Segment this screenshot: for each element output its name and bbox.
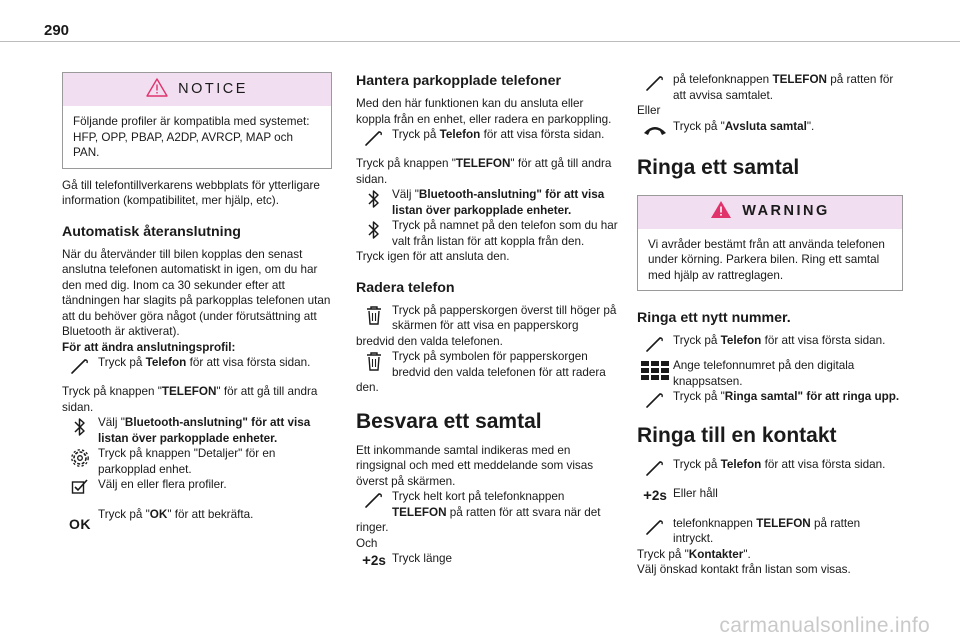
step-row: Välj en eller flera profiler.: [62, 477, 332, 495]
touch-icon: [637, 516, 673, 536]
heading-call-contact: Ringa till en kontakt: [637, 424, 837, 447]
step-row: Tryck på symbolen för papperskorgen bredvid den valda telefonen för att radera: [356, 349, 618, 380]
heading-make-call: Ringa ett samtal: [637, 155, 800, 179]
step-row: Tryck på "Avsluta samtal".: [637, 119, 903, 137]
page-number: 290: [44, 22, 70, 39]
step-row: Välj "Bluetooth-anslutning" för att visa listan över parkopplade enheter.: [62, 415, 332, 446]
warning-body: Vi avråder bestämt från att använda telefonen under körning. Parkera bilen. Ring ett samtal med hjälp av rattreglagen.: [648, 237, 885, 282]
step-row: Tryck på namnet på den telefon som du har valt från listan för att koppla från den.: [356, 218, 618, 249]
warning-triangle-icon: [710, 200, 732, 224]
watermark: carmanualsonline.info: [719, 614, 930, 637]
heading-manage-paired: Hantera parkopplade telefoner: [356, 73, 561, 89]
warning-triangle-icon: [146, 78, 168, 102]
heading-answer-call: Besvara ett samtal: [356, 409, 542, 433]
long-press-icon: + 2s: [362, 552, 386, 569]
touch-icon: [356, 127, 392, 147]
checkbox-edit-icon: [62, 477, 98, 495]
warning-title: WARNING: [742, 203, 830, 220]
warning-box: [637, 195, 903, 292]
step-row: Tryck på Telefon för att visa första sidan.: [637, 457, 903, 477]
bluetooth-icon: [356, 187, 392, 209]
trash-icon: [356, 349, 392, 371]
step-row: Tryck på knappen "Detaljer" för en parkopplad enhet.: [62, 446, 332, 477]
heading-new-number: Ringa ett nytt nummer.: [637, 310, 791, 326]
step-row: Tryck på Telefon för att visa första sidan.: [356, 127, 618, 147]
ok-button-label: OK: [69, 516, 91, 532]
header-divider: [0, 41, 960, 42]
notice-header: [63, 73, 331, 106]
notice-title: NOTICE: [178, 80, 248, 97]
manage-body: Med den här funktionen kan du ansluta eller koppla från en enhet, eller radera en parkoppling.: [356, 97, 612, 126]
step-row: Tryck på "Ringa samtal" för att ringa upp.: [637, 389, 903, 409]
step-row: + 2s Tryck länge: [356, 551, 618, 569]
keypad-icon: [637, 358, 673, 382]
step-row: telefonknappen TELEFON på ratten intryckt.: [637, 516, 903, 547]
touch-icon: [62, 355, 98, 375]
step-row: + 2s Eller håll: [637, 486, 903, 504]
heading-auto-reconnect: Automatisk återanslutning: [62, 223, 241, 240]
step-row: Tryck på Telefon för att visa första sidan.: [62, 355, 332, 375]
step-row: på telefonknappen TELEFON på ratten för att avvisa samtalet.: [637, 72, 903, 103]
notice-box: [62, 72, 332, 169]
trash-icon: [356, 303, 392, 325]
profile-change-label: För att ändra anslutningsprofil:: [62, 340, 236, 354]
step-row: Tryck helt kort på telefonknappen TELEFON på ratten för att svara när det: [356, 489, 618, 520]
touch-icon: [637, 72, 673, 92]
touch-icon: [356, 489, 392, 509]
step-row: Ange telefonnumret på den digitala knappsatsen.: [637, 358, 903, 389]
notice-body: Följande profiler är kompatibla med systemet: HFP, OPP, PBAP, A2DP, AVRCP, MAP och PAN.: [73, 115, 310, 159]
gear-icon: [62, 446, 98, 468]
step-row: OK Tryck på "OK" för att bekräfta.: [62, 507, 332, 533]
column-3: på telefonknappen TELEFON på ratten för att avvisa samtalet. Eller Tryck på "Avsluta samtal". Ringa ett samtal WARNING Vi avråder bestämt från att använda telefonen under körning. Parkera bilen. Ring ett samtal med hjälp av rattreglagen. Ringa ett nytt nummer. Tryck på Telefon för att visa första sidan. Ange telefonnumret på den digitala knappsatsen. Tryck på "Ringa samtal" för att ringa upp. Ringa till en kontakt Tryck på Telefon för att visa första sidan. + 2s Eller håll telefonknappen TELEFON på ratten intryckt. Tryck på "Kontakter". Välj önskad kontakt från listan som visas.: [637, 72, 903, 578]
intro-text: Gå till telefontillverkarens webbplats för ytterligare information (kompatibilitet, mer hjälp, etc).: [62, 178, 320, 207]
bluetooth-icon: [356, 218, 392, 240]
step-row: Tryck på Telefon för att visa första sidan.: [637, 333, 903, 353]
step-row: Välj "Bluetooth-anslutning" för att visa listan över parkopplade enheter.: [356, 187, 618, 218]
hang-up-icon: [637, 119, 673, 137]
column-1: [62, 72, 332, 533]
touch-icon: [637, 457, 673, 477]
touch-icon: [637, 389, 673, 409]
auto-reconnect-body: När du återvänder till bilen kopplas den senast anslutna telefonen automatiskt in igen, om du har den med dig. Inom ca 30 sekunder efter att tändningen har slagits på parkopplas telefonen utan att du behöver göra något (under förutsättning att Bluetooth är aktiverat).: [62, 247, 331, 338]
step-text: Tryck på knappen "TELEFON" för att gå till andra sidan.: [62, 385, 318, 414]
heading-delete-phone: Radera telefon: [356, 279, 455, 296]
touch-icon: [637, 333, 673, 353]
bluetooth-icon: [62, 415, 98, 437]
warning-header: [638, 196, 902, 229]
step-row: Tryck på papperskorgen överst till höger på skärmen för att visa en papperskorg: [356, 303, 618, 334]
column-2: Hantera parkopplade telefoner Med den här funktionen kan du ansluta eller koppla från en enhet, eller radera en parkoppling. Tryck på Telefon för att visa första sidan. Tryck på knappen "TELEFON" för att gå till andra sidan. Välj "Bluetooth-anslutning" för att visa listan över parkopplade enheter. Tryck på namnet på den telefon som du har valt från listan för att koppla från den. Tryck igen för att ansluta den. Radera telefon Tryck på papperskorgen överst till höger på skärmen för att visa en papperskorg bredvid den valda telefonen. Tryck på symbolen för papperskorgen bredvid den valda telefonen för att radera den. Besvara ett samtal Ett inkommande samtal indikeras med en ringsignal och med ett meddelande som visas överst på skärmen. Tryck helt kort på telefonknappen TELEFON på ratten för att svara när det ringer. Och + 2s Tryck länge: [356, 73, 618, 569]
long-press-icon: + 2s: [643, 487, 667, 504]
answer-body: Ett inkommande samtal indikeras med en ringsignal och med ett meddelande som visas överst på skärmen.: [356, 443, 594, 488]
